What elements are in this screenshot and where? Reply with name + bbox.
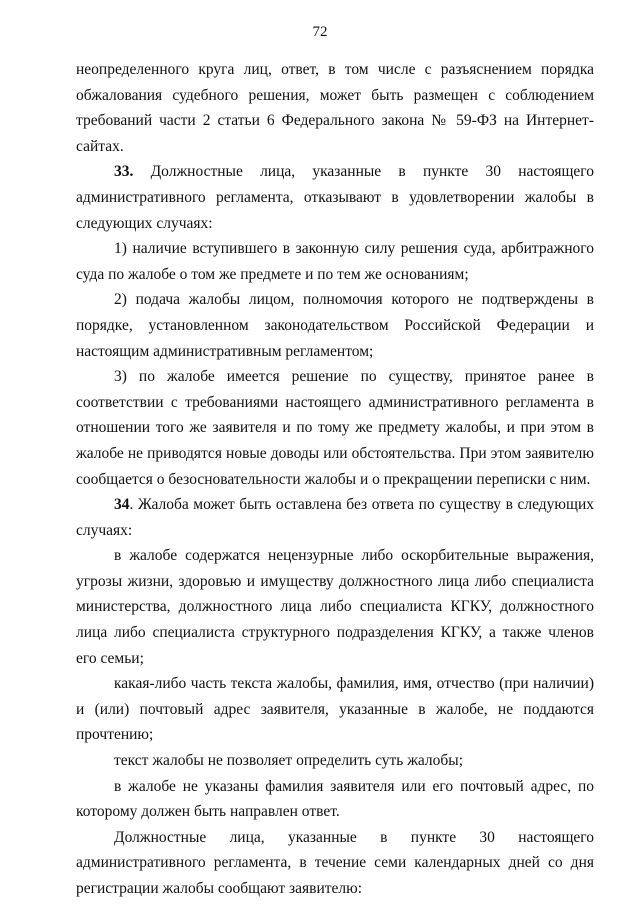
paragraph bbox=[76, 671, 594, 748]
paragraph-text: 2) подача жалобы лицом, полномочия которого не подтверждены в порядке, установленном законодательством Российской Федерации и настоящим административным регламентом; bbox=[76, 291, 594, 360]
clause-number: 33. bbox=[114, 163, 134, 181]
body-text bbox=[76, 57, 594, 902]
paragraph bbox=[76, 543, 594, 671]
paragraph bbox=[76, 57, 594, 159]
paragraph bbox=[76, 492, 594, 543]
paragraph-text: 1) наличие вступившего в законную силу решения суда, арбитражного суда по жалобе о том же предмете и по тем же основаниям; bbox=[76, 240, 594, 283]
paragraph bbox=[76, 287, 594, 364]
paragraph bbox=[76, 364, 594, 492]
paragraph-text: текст жалобы не позволяет определить суть жалобы; bbox=[114, 752, 464, 770]
clause-number: 34 bbox=[114, 496, 130, 514]
paragraph bbox=[76, 825, 594, 902]
paragraph bbox=[76, 236, 594, 287]
paragraph bbox=[76, 159, 594, 236]
paragraph-text: какая-либо часть текста жалобы, фамилия, имя, отчество (при наличии) и (или) почтовый адрес заявителя, указанные в жалобе, не поддаются прочтению; bbox=[76, 675, 594, 744]
paragraph-text: 3) по жалобе имеется решение по существу, принятое ранее в соответствии с требованиями настоящего административного регламента в отношении того же заявителя и по тому же предмету жалобы, и при этом в жалобе не приводятся новые доводы или обстоятельства. При этом заявителю сообщается о безосновательности жалобы и о прекращении переписки с ним. bbox=[76, 368, 594, 488]
paragraph-text: . Жалоба может быть оставлена без ответа по существу в следующих случаях: bbox=[76, 496, 594, 539]
paragraph bbox=[76, 748, 594, 774]
page-number: 72 bbox=[312, 24, 328, 40]
paragraph-text: неопределенного круга лиц, ответ, в том числе с разъяснением порядка обжалования судебного решения, может быть размещен с соблюдением требований части 2 статьи 6 Федерального закона № 59-ФЗ на Интернет-сайтах. bbox=[76, 61, 594, 155]
paragraph-text: в жалобе содержатся нецензурные либо оскорбительные выражения, угрозы жизни, здоровью и имуществу должностного лица либо специалиста министерства, должностного лица либо специалиста КГКУ, должностного лица либо специалиста структурного подразделения КГКУ, а также членов его семьи; bbox=[76, 547, 594, 667]
paragraph-text: в жалобе не указаны фамилия заявителя или его почтовый адрес, по которому должен быть направлен ответ. bbox=[76, 777, 594, 821]
paragraph-text: Должностные лица, указанные в пункте 30 настоящего административного регламента, отказывают в удовлетворении жалобы в следующих случаях: bbox=[76, 163, 594, 232]
paragraph bbox=[76, 774, 594, 825]
paragraph-text: Должностные лица, указанные в пункте 30 настоящего административного регламента, в течение семи календарных дней со дня регистрации жалобы сообщают заявителю: bbox=[76, 828, 594, 897]
